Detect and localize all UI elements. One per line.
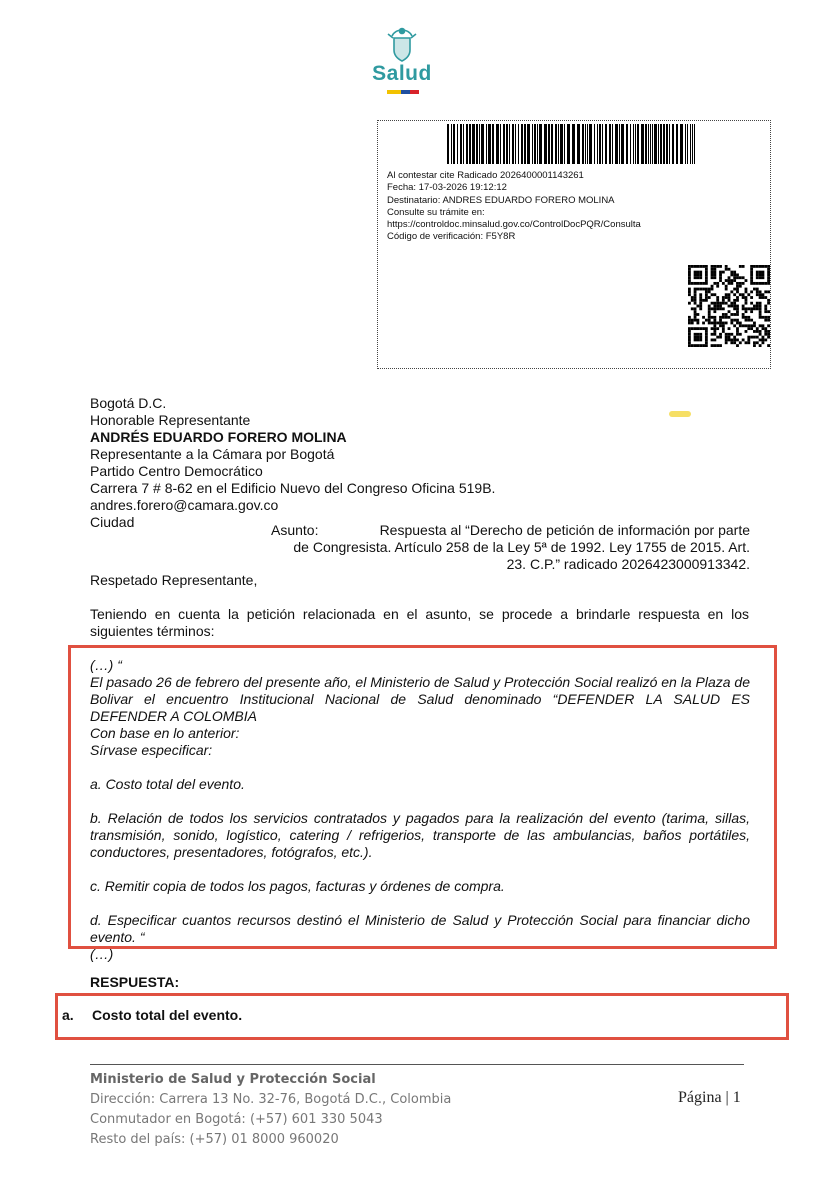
stamp-consulte: Consulte su trámite en:: [387, 206, 485, 218]
flag-colors-bar: [387, 90, 419, 94]
greeting: Respetado Representante,: [90, 572, 258, 588]
page-number: Página | 1: [678, 1089, 741, 1106]
logo-word: Salud: [372, 62, 432, 85]
quote-item-c: c. Remitir copia de todos los pagos, facturas y órdenes de compra.: [90, 878, 505, 894]
recipient-address: Carrera 7 # 8-62 en el Edificio Nuevo del Congreso Oficina 519B.: [90, 480, 496, 496]
footer-conmutador: Conmutador en Bogotá: (+57) 601 330 5043: [90, 1112, 383, 1127]
footer-direccion: Dirección: Carrera 13 No. 32-76, Bogotá D.C., Colombia: [90, 1092, 452, 1107]
asunto-line-2: de Congresista. Artículo 258 de la Ley 5ª de 1992. Ley 1755 de 2015. Art.: [293, 539, 750, 555]
footer-resto: Resto del país: (+57) 01 8000 960020: [90, 1132, 339, 1147]
quote-open: (…) “: [90, 657, 122, 673]
asunto-line-1: Respuesta al “Derecho de petición de información por parte: [379, 522, 750, 538]
footer-rule: [90, 1064, 744, 1065]
respuesta-heading: RESPUESTA:: [90, 974, 180, 990]
quote-item-b: b. Relación de todos los servicios contratados y pagados para la realización del evento (tarima, sillas, transmisión, sonido, logístico, catering / refrigerios, transporte de las ambulancias, baños portátiles, conductores, presentadores, fotógrafos, etc.).: [90, 810, 750, 860]
stamp-radicado: Al contestar cite Radicado 2026400001143261: [387, 170, 584, 181]
petition-quote: [90, 657, 750, 963]
asunto-label: Asunto:: [271, 522, 319, 538]
recipient-city: Bogotá D.C.: [90, 395, 167, 411]
recipient-name: ANDRÉS EDUARDO FORERO MOLINA: [90, 429, 347, 445]
recipient-block: [90, 395, 495, 531]
asunto-line-3: 23. C.P.” radicado 2026423000913342.: [506, 556, 750, 572]
recipient-role: Representante a la Cámara por Bogotá: [90, 446, 335, 462]
qr-code-icon: [688, 265, 770, 347]
recipient-party: Partido Centro Democrático: [90, 463, 263, 479]
highlight-mark: [669, 411, 691, 417]
stamp-text: [387, 170, 757, 244]
quote-item-d: d. Especificar cuantos recursos destinó el Ministerio de Salud y Protección Social para financiar dicho evento. “: [90, 912, 750, 945]
answer-item-letter: a.: [62, 1007, 74, 1023]
coat-of-arms-icon: [362, 24, 442, 64]
stamp-url[interactable]: https://controldoc.minsalud.gov.co/ControlDocPQR/Consulta: [387, 219, 641, 231]
intro-paragraph: Teniendo en cuenta la petición relacionada en el asunto, se procede a brindarle respuesta en los siguientes términos:: [90, 606, 749, 639]
quote-paragraph-3: Sírvase especificar:: [90, 742, 213, 758]
quote-paragraph-1: El pasado 26 de febrero del presente año, el Ministerio de Salud y Protección Social realizó en la Plaza de Bolivar el encuentro Institucional Nacional de Salud denominado “DEFENDER LA SALUD ES DEFENDER A COLOMBIA: [90, 674, 750, 724]
stamp-codigo: Código de verificación: F5Y8R: [387, 231, 516, 243]
footer-org: Ministerio de Salud y Protección Social: [90, 1072, 376, 1087]
recipient-email[interactable]: andres.forero@camara.gov.co: [90, 497, 279, 513]
stamp-fecha: Fecha: 17-03-2026 19:12:12: [387, 182, 507, 194]
barcode-icon: [447, 124, 699, 164]
quote-item-a: a. Costo total del evento.: [90, 776, 245, 792]
recipient-honorific: Honorable Representante: [90, 412, 251, 428]
answer-item-a: [62, 1007, 242, 1023]
asunto-text: [272, 522, 750, 573]
quote-paragraph-2: Con base en lo anterior:: [90, 725, 240, 741]
answer-item-text: Costo total del evento.: [92, 1007, 243, 1023]
quote-close: (…): [90, 946, 114, 962]
footer: [90, 1070, 451, 1150]
stamp-destinatario: Destinatario: ANDRES EDUARDO FORERO MOLINA: [387, 194, 615, 206]
recipient-ciudad: Ciudad: [90, 514, 135, 530]
ministry-logo: [362, 24, 442, 104]
